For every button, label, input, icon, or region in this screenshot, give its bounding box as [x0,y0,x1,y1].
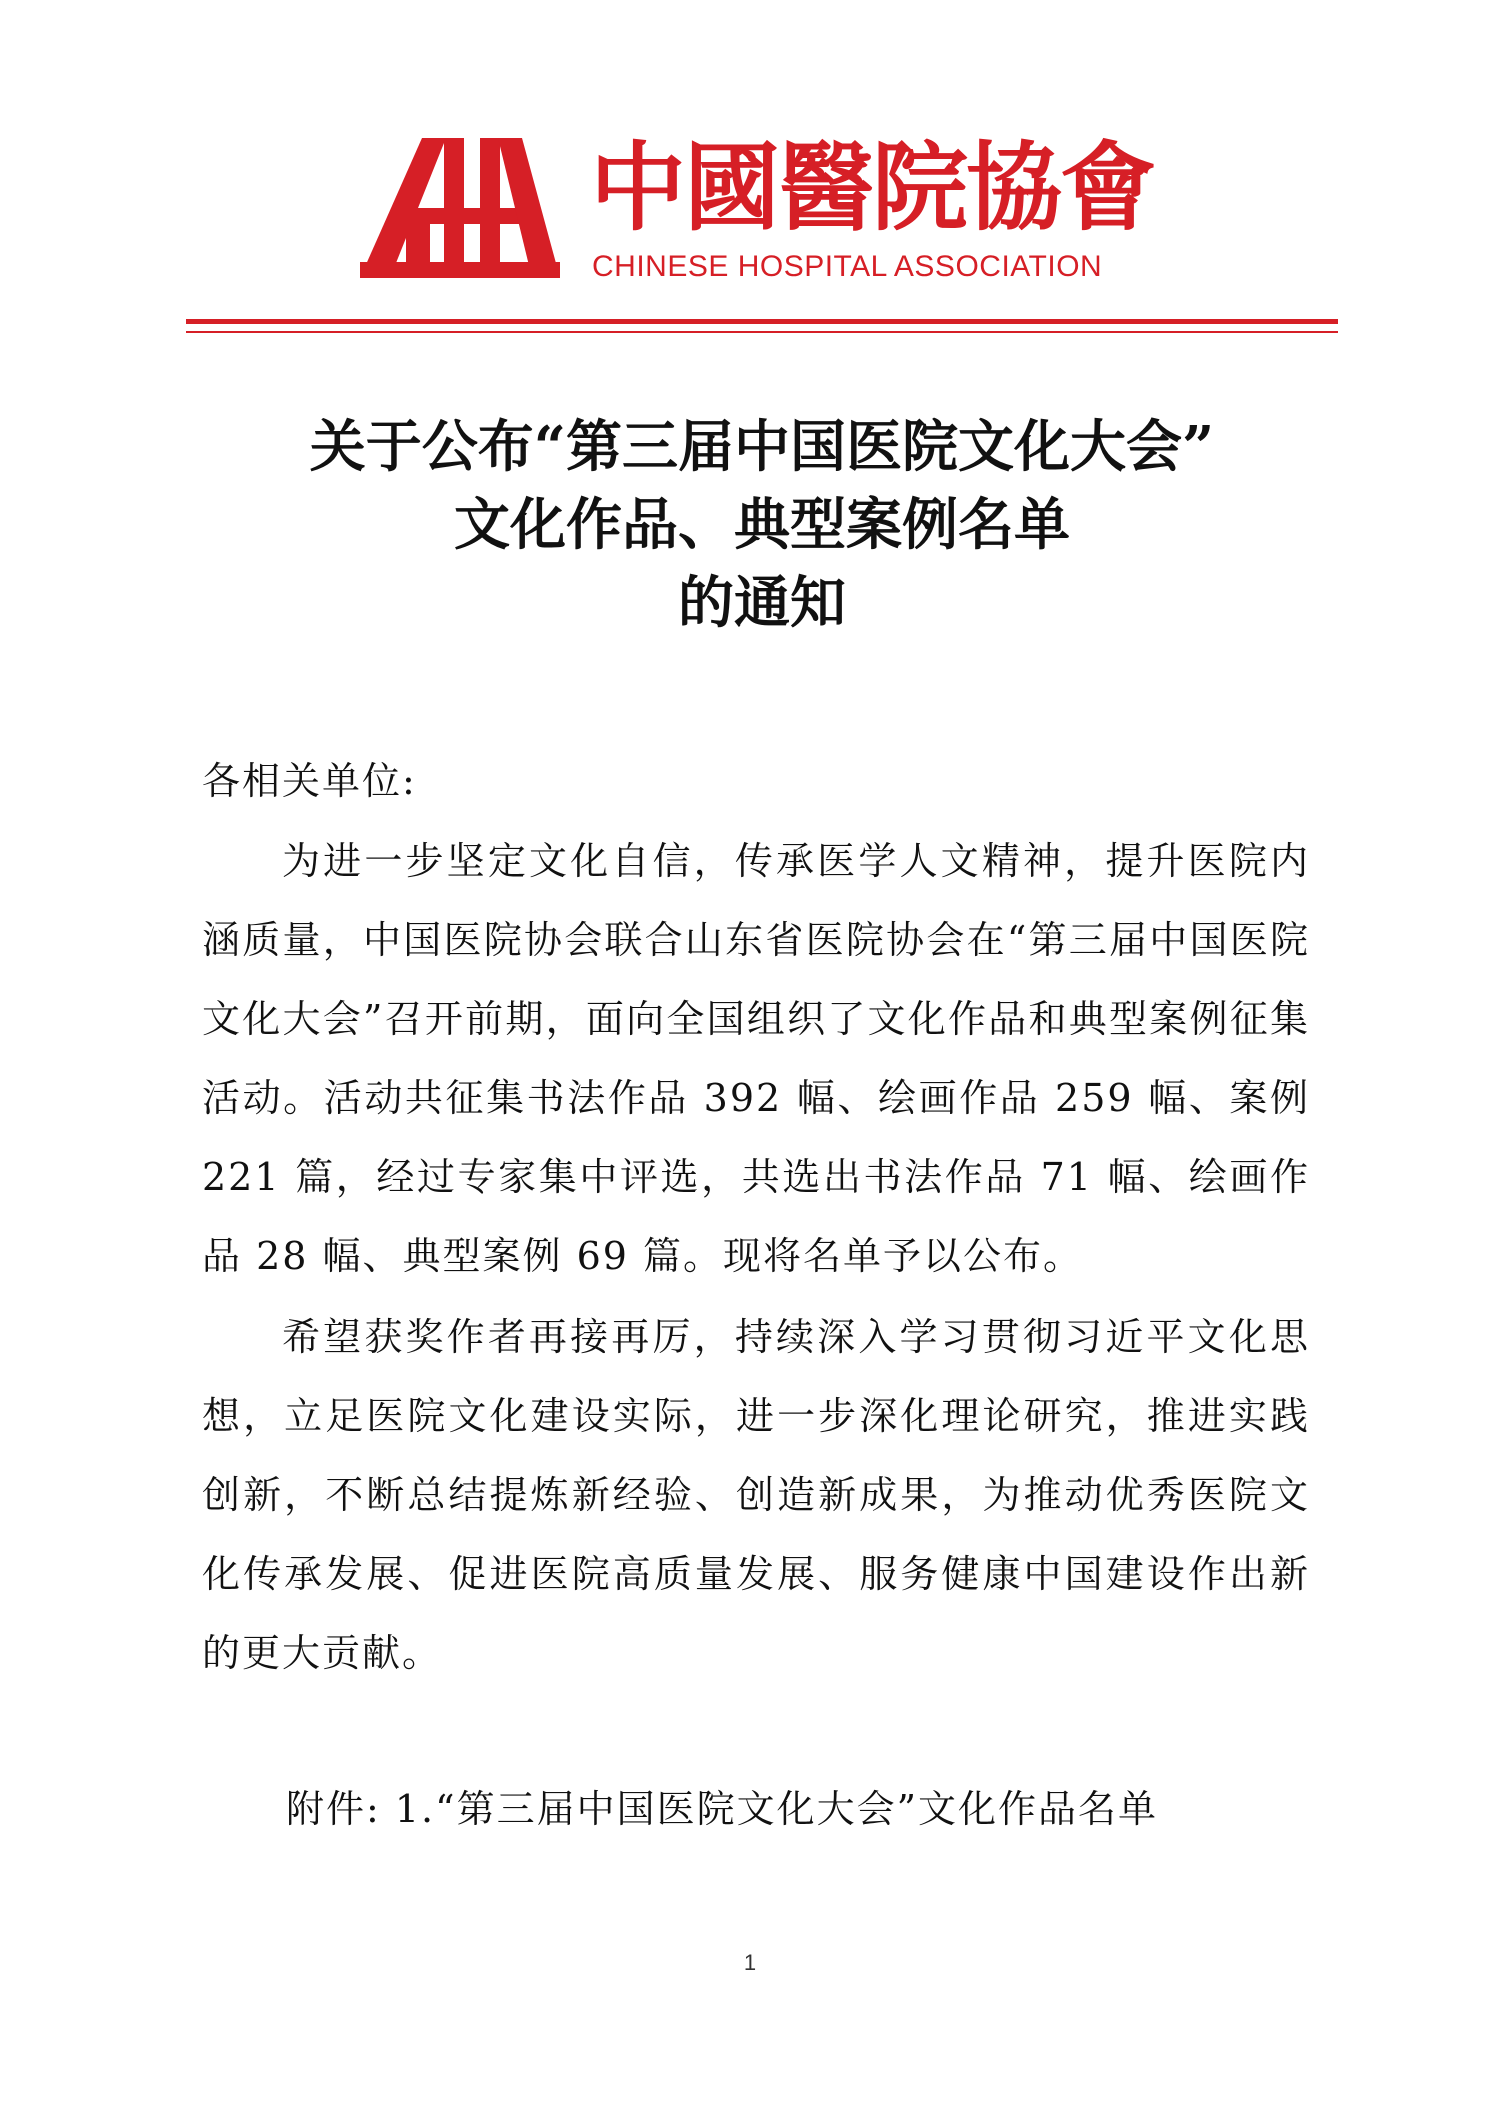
title-line-3: 的通知 [678,570,846,636]
document-title [186,408,1338,642]
body-paragraph-2: 希望获奖作者再接再厉，持续深入学习贯彻习近平文化思想，立足医院文化建设实际，进一步深化理论研究，推进实践创新，不断总结提炼新经验、创造新成果，为推动优秀医院文化传承发展、促进医院高质量发展、服务健康中国建设作出新的更大贡献。 [202,1315,1310,1675]
org-name-english: CHINESE HOSPITAL ASSOCIATION [592,250,1103,283]
letterhead-rule-thin [186,331,1338,333]
title-line-2: 文化作品、典型案例名单 [454,492,1070,558]
salutation: 各相关单位: [202,759,417,803]
attachment-line: 附件: 1.“第三届中国医院文化大会”文化作品名单 [286,1787,1158,1831]
letterhead-rule-thick [186,319,1338,324]
page-number: 1 [743,1950,757,1975]
title-line-1: 关于公布“第三届中国医院文化大会” [309,414,1215,480]
body-paragraph-1: 为进一步坚定文化自信，传承医学人文精神，提升医院内涵质量，中国医院协会联合山东省医院协会在“第三届中国医院文化大会”召开前期，面向全国组织了文化作品和典型案例征集活动。活动共征集书法作品 392 幅、绘画作品 259 幅、案例 221 篇，经过专家集中评选，共选出书法作品 71 幅、绘画作品 28 幅、典型案例 69 篇。现将名单予以公布。 [202,839,1310,1278]
org-name-chinese: 中國醫院協會 [590,131,1154,244]
letterhead [360,131,1160,288]
association-logo-icon [360,138,560,278]
